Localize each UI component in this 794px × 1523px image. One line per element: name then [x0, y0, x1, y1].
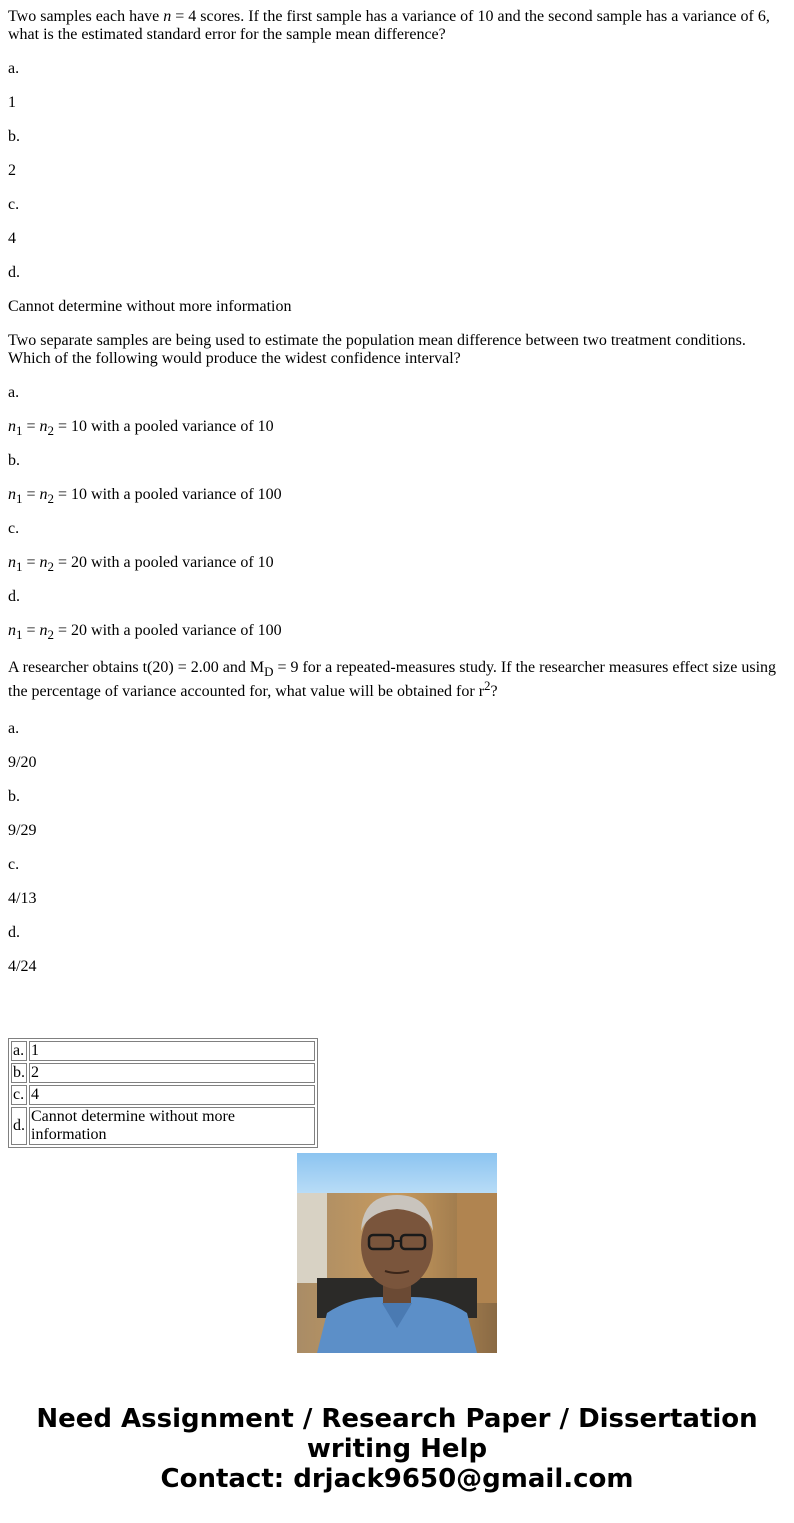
q2-option-c-letter: c. [8, 520, 20, 537]
avatar-portrait-icon [297, 1153, 497, 1353]
table-row [11, 1063, 315, 1083]
table-cell-value: Cannot determine without more information [29, 1107, 315, 1145]
question-3-stem: A researcher obtains t(20) = 2.00 and $M_D = 9$ for a repeated-measures study. If the researcher measures effect size using the percentage of variance accounted for, what value will be obtained for $r^2$? [8, 659, 777, 700]
table-cell-letter: a. [11, 1041, 27, 1061]
table-row [11, 1085, 315, 1105]
table-cell-letter: d. [11, 1107, 27, 1145]
banner-line-1: Need Assignment / Research Paper / Dissertation [36, 1404, 758, 1434]
answer-table [8, 1038, 318, 1148]
question-2-stem: Two separate samples are being used to estimate the population mean difference between two treatment conditions. Which of the following would produce the widest confidence interval? [8, 332, 746, 367]
table-cell-value: 1 [29, 1041, 315, 1061]
q1-option-a-letter: a. [8, 60, 20, 77]
q3-option-d-letter: d. [8, 924, 20, 941]
document-body [8, 8, 786, 992]
table-cell-letter: b. [13, 1064, 25, 1081]
q1-option-b-text: 2 [8, 162, 16, 179]
contact-banner [0, 1404, 794, 1494]
q1-option-b-letter: b. [8, 128, 20, 145]
q2-option-d-text: $n_1 = n_2 = 20$ with a pooled variance of 100 [8, 622, 282, 642]
table-cell-letter: c. [11, 1085, 27, 1105]
q1-option-d-text: Cannot determine without more information [8, 298, 292, 315]
q2-option-c-text: $n_1 = n_2 = 20$ with a pooled variance of 10 [8, 554, 274, 574]
q2-option-a-letter: a. [8, 384, 20, 401]
q1-option-c-text: 4 [8, 230, 16, 247]
q3-option-b-text: 9/29 [8, 822, 37, 839]
q3-option-d-text: 4/24 [8, 958, 37, 975]
q3-option-a-text: 9/20 [8, 754, 37, 771]
q3-option-a-letter: a. [8, 720, 20, 737]
q2-option-a-text: $n_1 = n_2 = 10$ with a pooled variance of 10 [8, 418, 274, 438]
q2-option-b-text: $n_1 = n_2 = 10$ with a pooled variance of 100 [8, 486, 282, 506]
q2-option-d-letter: d. [8, 588, 20, 605]
q1-option-c-letter: c. [8, 196, 20, 213]
answer-table-container [8, 1038, 318, 1143]
avatar [297, 1153, 497, 1353]
banner-line-2: writing Help [306, 1434, 488, 1464]
q1-option-a-text: 1 [8, 94, 16, 111]
table-row [11, 1107, 315, 1145]
table-cell-value: 2 [29, 1063, 315, 1083]
q3-option-c-letter: c. [8, 856, 20, 873]
banner-contact-line: Contact: drjack9650@gmail.com [160, 1464, 634, 1494]
table-row [11, 1041, 315, 1061]
q3-option-b-letter: b. [8, 788, 20, 805]
table-cell-value: 4 [29, 1085, 315, 1105]
question-1-stem: Two samples each have n = 4 scores. If the first sample has a variance of 10 and the second sample has a variance of 6, what is the estimated standard error for the sample mean difference? [8, 8, 770, 43]
q1-option-d-letter: d. [8, 264, 20, 281]
q3-option-c-text: 4/13 [8, 890, 37, 907]
q2-option-b-letter: b. [8, 452, 20, 469]
